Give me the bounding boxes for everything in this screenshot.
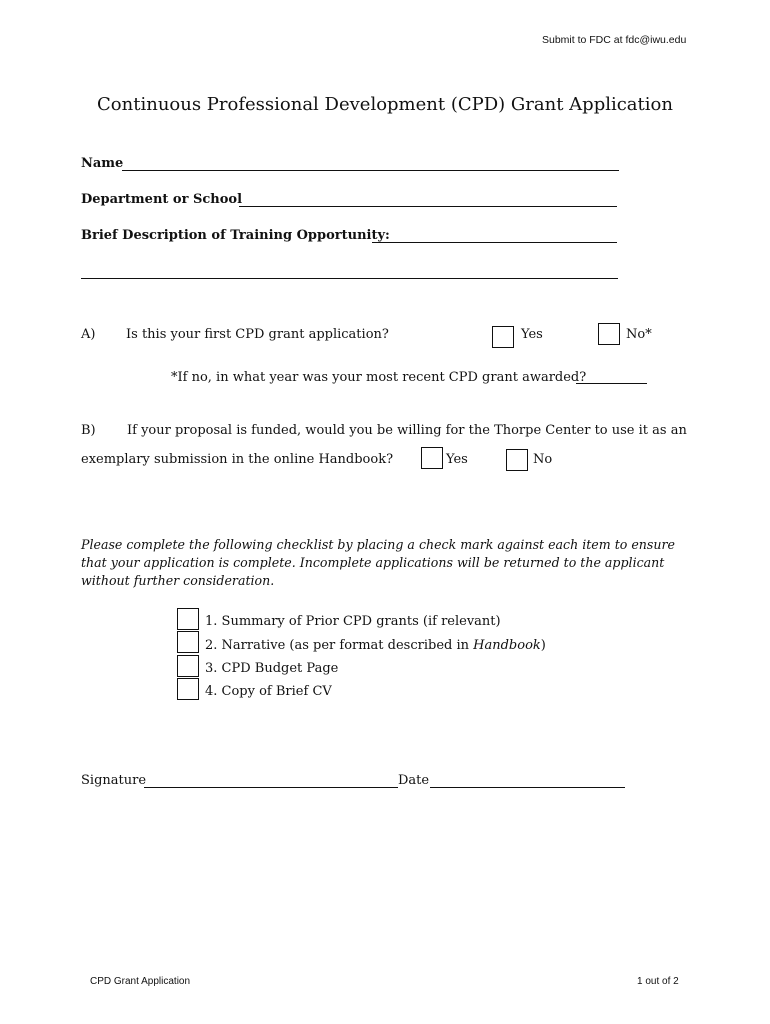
checklist-item4-checkbox[interactable]: [177, 678, 199, 700]
checklist-instructions: Please complete the following checklist by placing a check mark against each item to ensure that your application is complete. Incomplete applications will be returned to the applicant without further consideration.: [81, 537, 675, 588]
question-b-no-checkbox[interactable]: [506, 449, 528, 471]
checklist-item4-label: 4. Copy of Brief CV: [205, 684, 332, 699]
checklist-item3-checkbox[interactable]: [177, 655, 199, 677]
brief-description-field-line2[interactable]: [81, 278, 618, 279]
checklist-item1-checkbox[interactable]: [177, 608, 199, 630]
question-a-yes-label: Yes: [521, 327, 543, 342]
page-number: 1 out of 2: [637, 976, 679, 987]
brief-description-label: Brief Description of Training Opportunity:: [81, 228, 390, 243]
name-label: Name: [81, 156, 124, 171]
checklist-item2-handbook: Handbook: [473, 638, 541, 653]
question-a-yes-checkbox[interactable]: [492, 326, 514, 348]
department-field[interactable]: [239, 206, 617, 207]
question-b-yes-checkbox[interactable]: [421, 447, 443, 469]
department-label: Department or School: [81, 192, 243, 207]
submit-note: Submit to FDC at fdc@iwu.edu: [542, 34, 687, 46]
question-b-yes-label: Yes: [446, 452, 468, 467]
question-b-text-line2: exemplary submission in the online Handbook?: [81, 452, 394, 467]
signature-field[interactable]: [144, 787, 398, 788]
checklist-item2-checkbox[interactable]: [177, 631, 199, 653]
question-b-text-line1: If your proposal is funded, would you be willing for the Thorpe Center to use it as an: [127, 423, 687, 438]
question-a-no-label: No*: [626, 327, 652, 342]
checklist-item1-label: 1. Summary of Prior CPD grants (if relevant): [205, 614, 501, 629]
signature-label: Signature: [81, 773, 147, 788]
date-label: Date: [398, 773, 430, 788]
checklist-item2-suffix: ): [540, 638, 546, 653]
question-b-no-label: No: [533, 452, 553, 467]
date-field[interactable]: [430, 787, 625, 788]
checklist-item3-label: 3. CPD Budget Page: [205, 661, 339, 676]
checklist-item2-label: [205, 638, 546, 653]
question-a-followup: *If no, in what year was your most recent CPD grant awarded?: [171, 370, 587, 385]
question-a-marker: A): [81, 327, 96, 342]
question-b-marker: B): [81, 423, 96, 438]
recent-grant-year-field[interactable]: [576, 383, 647, 384]
checklist-item2-prefix: 2. Narrative (as per format described in: [205, 638, 474, 653]
brief-description-field[interactable]: [372, 242, 617, 243]
footer-title: CPD Grant Application: [90, 976, 191, 987]
name-field[interactable]: [122, 170, 619, 171]
page-title: Continuous Professional Development (CPD) Grant Application: [97, 94, 673, 115]
question-a-no-checkbox[interactable]: [598, 323, 620, 345]
question-a-text: Is this your first CPD grant application?: [126, 327, 389, 342]
